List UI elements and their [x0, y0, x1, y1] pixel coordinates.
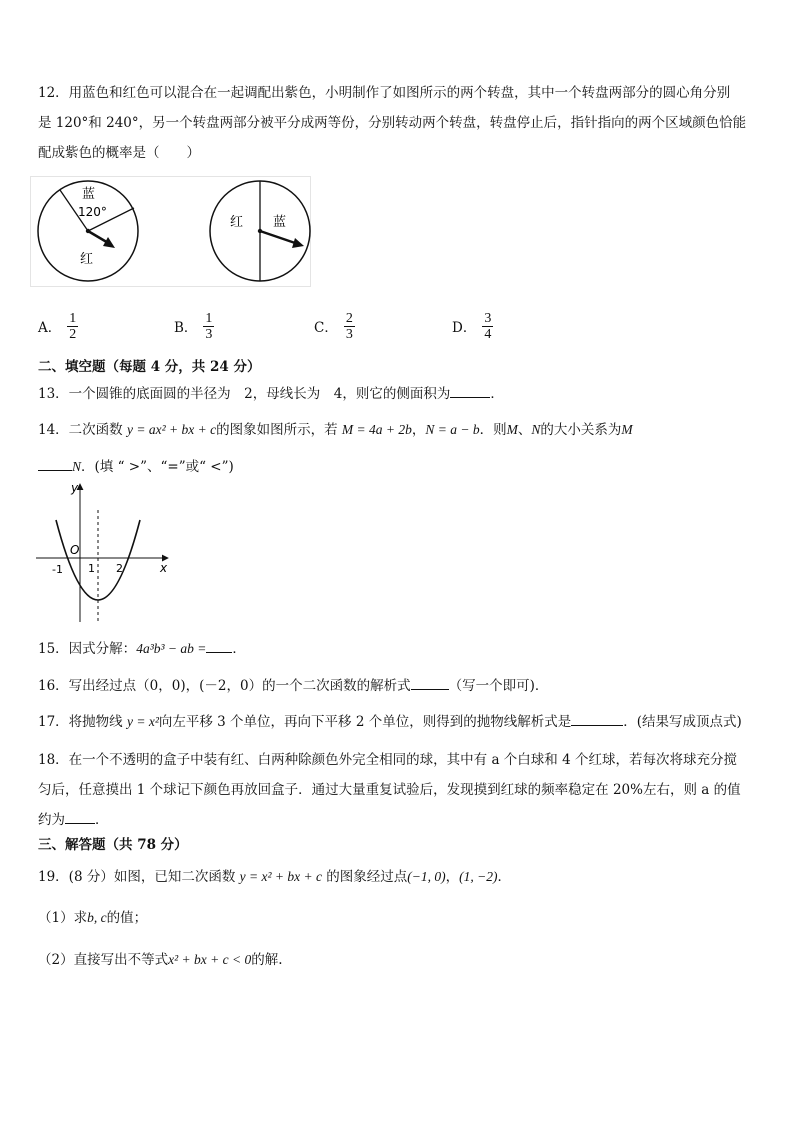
q12-line3: 配成紫色的概率是（ ） [38, 145, 200, 161]
spinner-figures [30, 176, 320, 288]
q18-line1: 18．在一个不透明的盒子中装有红、白两种除颜色外完全相同的球，其中有 a 个白球和 4 个红球，若每次将球充分搅 [38, 752, 737, 768]
question-19-part2: （2）直接写出不等式x² + bx + c < 0的解. [38, 952, 283, 968]
option-b[interactable] [174, 308, 214, 344]
question-19-part1: （1）求b, c的值； [38, 910, 148, 926]
y-axis-label: y [71, 481, 79, 495]
option-d-fraction: $\frac{3}{4}$ [484, 310, 492, 342]
question-14: 14．二次函数 y = ax² + bx + c的图象如图所示，若 M = 4a + 2b，N = a − b．则M、N的大小关系为M [38, 422, 633, 438]
q12-line1: 12．用蓝色和红色可以混合在一起调配出紫色，小明制作了如图所示的两个转盘，其中一个转盘两部分的圆心角分别 [38, 85, 731, 101]
option-a[interactable] [38, 308, 78, 344]
question-16: 16．写出经过点（0，0)，(－2，0）的一个二次函数的解析式 （写一个即可)． [38, 678, 549, 694]
origin-label: O [70, 543, 80, 557]
option-b-letter: B． [174, 320, 198, 336]
question-19: 19．(8 分）如图，已知二次函数 y = x² + bx + c 的图象经过点(−1, 0)，(1, −2)． [38, 869, 511, 885]
section-fill-in-heading: 二、填空题（每题 4 分，共 24 分） [38, 359, 261, 375]
q15-answer-blank[interactable] [206, 652, 232, 653]
q16-answer-blank[interactable] [411, 689, 449, 690]
option-d[interactable] [452, 308, 493, 344]
q14-answer-blank[interactable] [38, 470, 72, 471]
spinner1-blue-label: 蓝 [82, 187, 96, 202]
q18-line2: 匀后，任意摸出 1 个球记下颜色再放回盒子．通过大量重复试验后，发现摸到红球的频率稳定在 20%左右，则 a 的值 [38, 782, 741, 798]
q17-answer-blank[interactable] [571, 725, 623, 726]
option-c-fraction: $\frac{2}{3}$ [345, 310, 353, 342]
parabola-graph [34, 480, 174, 625]
q12-line2: 是 120°和 240°，另一个转盘两部分被平分成两等份，分别转动两个转盘，转盘停止后，指针指向的两个区域颜色恰能 [38, 115, 747, 131]
question-13: 13．一个圆锥的底面圆的半径为 2，母线长为 4，则它的侧面积为 ． [38, 386, 504, 402]
option-c[interactable] [314, 308, 355, 344]
option-b-fraction: $\frac{1}{3}$ [205, 310, 213, 342]
q18-answer-blank[interactable] [65, 823, 95, 824]
question-17: 17．将抛物线 y = x²向左平移 3 个单位，再向下平移 2 个单位，则得到的抛物线解析式是 ．(结果写成顶点式) [38, 714, 742, 730]
spinner1-red-label: 红 [80, 252, 94, 267]
q18-line3: 约为 ． [38, 812, 109, 828]
option-c-letter: C． [314, 320, 338, 336]
spinner-one [38, 181, 138, 281]
question-15: 15．因式分解：4a³b³ − ab = ． [38, 641, 246, 657]
option-d-letter: D． [452, 320, 477, 336]
spinner2-blue-label: 蓝 [273, 215, 287, 230]
question-14-line2: N．(填 “ >”、“=”或“ <”) [38, 458, 234, 476]
tick-neg1: -1 [52, 563, 63, 576]
section-solutions-heading: 三、解答题（共 78 分） [38, 837, 188, 853]
x-axis-label: x [160, 561, 168, 575]
spinner1-angle-label: 120° [78, 205, 107, 219]
q13-answer-blank[interactable] [450, 397, 490, 398]
spinner-two [210, 181, 310, 281]
tick-1: 1 [88, 562, 95, 575]
tick-2: 2 [116, 562, 123, 575]
spinner2-red-label: 红 [230, 215, 244, 230]
option-a-fraction: $\frac{1}{2}$ [69, 310, 77, 342]
option-a-letter: A． [38, 320, 62, 336]
